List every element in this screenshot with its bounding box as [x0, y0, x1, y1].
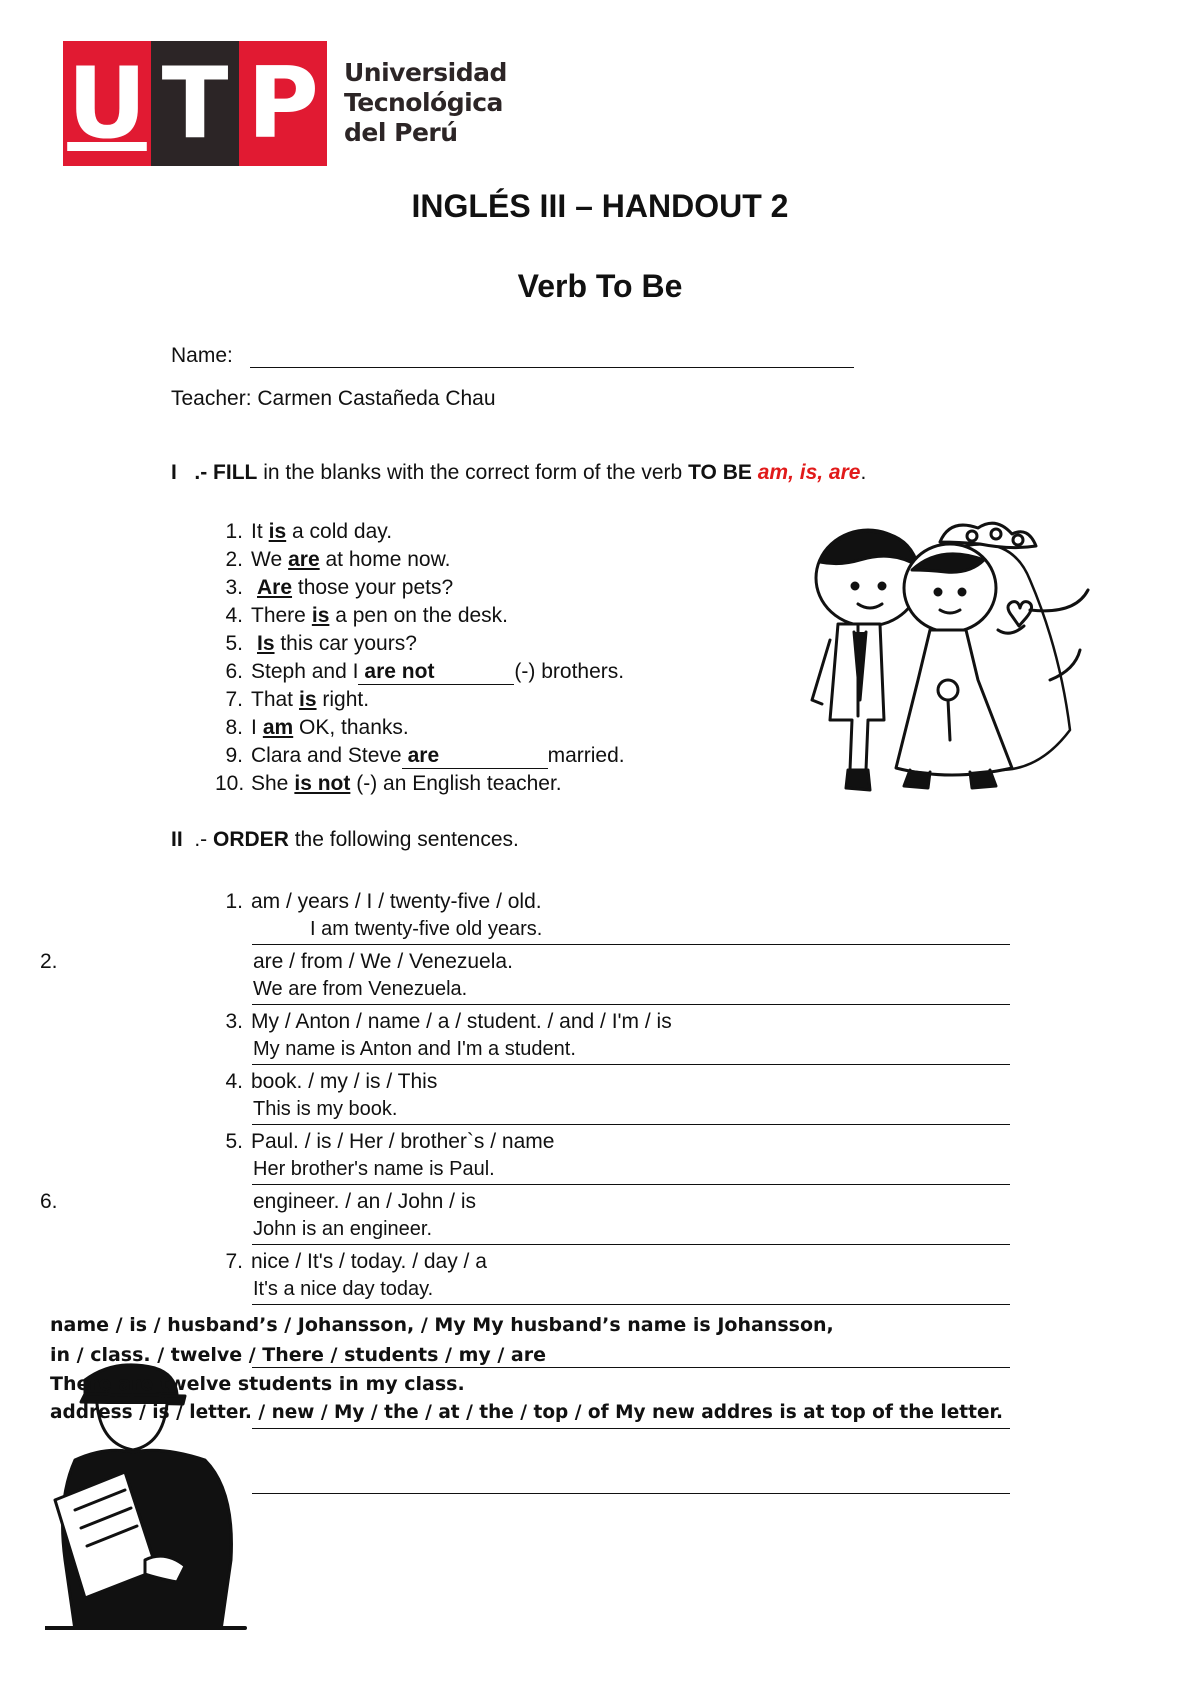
- fill-item: 7. That is right.: [225, 688, 370, 711]
- extra-line: address / is / letter. / new / My / the / at / the / top / of My new addres is at top of the letter.: [50, 1402, 1004, 1423]
- order-answer[interactable]: My name is Anton and I'm a student.: [253, 1038, 576, 1060]
- answer-blank[interactable]: is: [299, 688, 317, 711]
- order-item: 7. nice / It's / today. / day / a: [225, 1250, 487, 1273]
- utp-logo: [63, 41, 327, 166]
- answer-blank[interactable]: am: [262, 716, 294, 739]
- fill-item: 6. Steph and I are not (-) brothers.: [225, 660, 625, 683]
- logo-letter-p: P: [247, 46, 319, 161]
- worker-with-clipboard-illustration: [45, 1360, 255, 1630]
- answer-blank[interactable]: are: [288, 548, 320, 571]
- order-item: 4. book. / my / is / This: [225, 1070, 438, 1093]
- fill-item: 5. Is this car yours?: [225, 632, 417, 655]
- fill-list: [215, 520, 625, 800]
- order-item: 5. Paul. / is / Her / brother`s / name: [225, 1130, 555, 1153]
- order-answer[interactable]: This is my book.: [253, 1098, 398, 1120]
- section2-heading: II .- ORDER the following sentences.: [171, 828, 519, 851]
- answer-line: [252, 1004, 1010, 1005]
- extra-line: name / is / husband’s / Johansson, / My My husband’s name is Johansson,: [50, 1314, 834, 1336]
- extra-line: in / class. / twelve / There / students / my / are: [50, 1344, 547, 1366]
- answer-line: [252, 1367, 1010, 1368]
- answer-line: [252, 1244, 1010, 1245]
- page-subtitle: Verb To Be: [517, 268, 683, 304]
- order-item: engineer. / an / John / is: [253, 1190, 476, 1213]
- answer-blank[interactable]: are not: [358, 660, 514, 685]
- order-answer[interactable]: We are from Venezuela.: [253, 978, 468, 1000]
- answer-blank[interactable]: is: [268, 520, 287, 543]
- logo-letter-t: T: [151, 41, 239, 166]
- fill-item: 1. It is a cold day.: [225, 520, 393, 543]
- order-answer[interactable]: It's a nice day today.: [253, 1278, 434, 1300]
- order-answer[interactable]: Her brother's name is Paul.: [253, 1158, 495, 1180]
- fill-item: 2. We are at home now.: [225, 548, 451, 571]
- answer-blank[interactable]: is: [311, 604, 330, 627]
- order-answer[interactable]: I am twenty-five old years.: [310, 918, 543, 940]
- answer-line: [252, 1184, 1010, 1185]
- fill-item: 8. I am OK, thanks.: [225, 716, 409, 739]
- answer-line[interactable]: [252, 1493, 1010, 1494]
- answer-line: [252, 1064, 1010, 1065]
- name-label: Name:: [171, 344, 233, 367]
- answer-blank[interactable]: are: [402, 744, 548, 769]
- logo-wordmark: Universidad Tecnológica del Perú: [344, 58, 507, 147]
- answer-blank[interactable]: Are: [257, 576, 293, 599]
- answer-blank[interactable]: Is: [257, 632, 275, 655]
- fill-item: 3. Are those your pets?: [225, 576, 454, 599]
- answer-blank[interactable]: is not: [294, 772, 351, 795]
- fill-item: 9. Clara and Steve are married.: [225, 744, 625, 767]
- teacher-line: Teacher: Carmen Castañeda Chau: [171, 387, 496, 410]
- order-item-number: 2.: [40, 950, 58, 973]
- wedding-couple-illustration: [800, 520, 1100, 805]
- answer-line: [252, 1304, 1010, 1305]
- order-answer[interactable]: John is an engineer.: [253, 1218, 433, 1240]
- answer-line: [252, 944, 1010, 945]
- answer-line: [252, 1428, 1010, 1429]
- order-item: 1. am / years / I / twenty-five / old.: [225, 890, 542, 913]
- fill-item: 10. She is not (-) an English teacher.: [215, 772, 562, 795]
- order-item-number: 6.: [40, 1190, 58, 1213]
- answer-line: [252, 1124, 1010, 1125]
- logo-letter-u: U: [67, 46, 147, 161]
- page-title: INGLÉS III – HANDOUT 2: [411, 188, 789, 224]
- name-blank-line[interactable]: [250, 367, 854, 368]
- order-item: are / from / We / Venezuela.: [253, 950, 513, 973]
- order-item: 3. My / Anton / name / a / student. / and / I'm / is: [225, 1010, 672, 1033]
- section1-heading: I .- FILL in the blanks with the correct form of the verb TO BE am, is, are.: [171, 461, 867, 484]
- extra-line: There are twelve students in my class.: [50, 1373, 465, 1395]
- fill-item: 4. There is a pen on the desk.: [225, 604, 509, 627]
